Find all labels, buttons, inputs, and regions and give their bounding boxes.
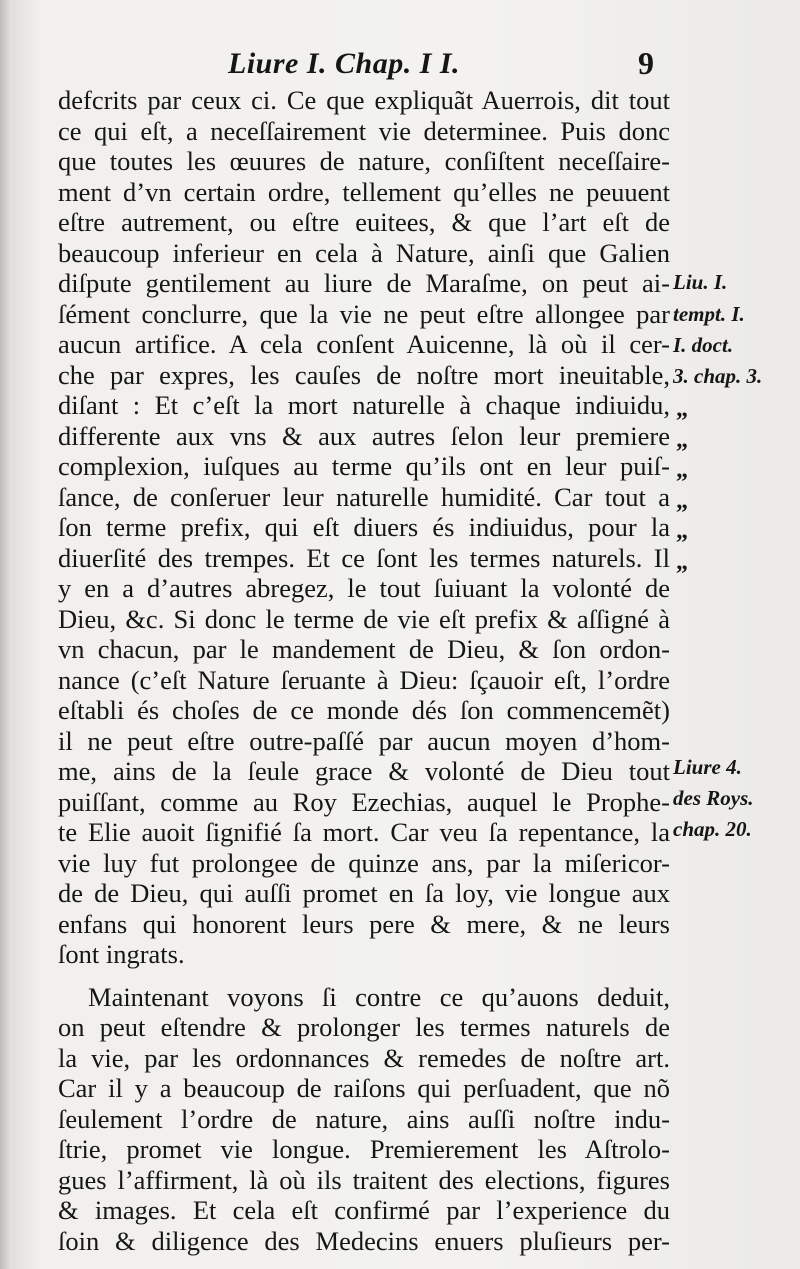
- quotation-mark: „: [676, 488, 688, 514]
- text-line: la vie, par les ordonnances & remedes de noſtre art.: [58, 1042, 670, 1073]
- text-line: eſtre autrement, ou eſtre euitees, & que l’art eſt de: [58, 207, 670, 237]
- text-line: ce qui eſt, a neceſſairement vie determinee. Puis donc: [58, 115, 670, 146]
- text-line: on peut eſtendre & prolonger les termes naturels de: [58, 1012, 670, 1042]
- text-line: te Elie auoit ſignifié ſa mort. Car veu ſa repentance, la: [58, 817, 670, 847]
- text-line: nance (c’eſt Nature ſeruante à Dieu: ſçauoir eſt, l’ordre: [58, 664, 670, 695]
- text-line: que toutes les œuures de nature, conſiſtent neceſſaire-: [58, 146, 670, 176]
- margin-note-doct: I. doct.: [673, 333, 734, 357]
- page-number: 9: [638, 45, 654, 81]
- body-text: [58, 85, 670, 1256]
- text-line: y en a d’autres abregez, le tout ſuiuant la volonté de: [58, 573, 670, 603]
- text-line: ment d’vn certain ordre, tellement qu’elles ne peuuent: [58, 176, 670, 207]
- quotation-mark: „: [676, 457, 688, 483]
- text-line: ſtrie, promet vie longue. Premierement les Aſtrolo-: [58, 1134, 670, 1164]
- text-line: il ne peut eſtre outre-paſſé par aucun moyen d’hom-: [58, 725, 670, 756]
- margin-notes: [673, 0, 798, 1269]
- margin-note-liure-4: Liure 4.: [673, 755, 742, 779]
- text-line: Maintenant voyons ſi contre ce qu’auons deduit,: [88, 981, 670, 1012]
- text-line: diuerſité des trempes. Et ce ſont les termes naturels. Il: [58, 542, 670, 573]
- text-line: vie luy fut prolongee de quinze ans, par la miſericor-: [58, 847, 670, 878]
- text-line: differente aux vns & aux autres ſelon leur premiere: [58, 420, 670, 451]
- text-line: de de Dieu, qui auſſi promet en ſa loy, vie longue aux: [58, 878, 670, 908]
- text-line: Dieu, &c. Si donc le terme de vie eſt prefix & aſſigné à: [58, 603, 670, 634]
- text-line: gues l’affirment, là où ils traitent des elections, figures: [58, 1164, 670, 1195]
- paragraph-2: [58, 982, 670, 1257]
- text-line: & images. Et cela eſt confirmé par l’experience du: [58, 1195, 670, 1225]
- margin-note-des-roys: des Roys.: [673, 786, 754, 810]
- page-gutter-shadow: [0, 0, 12, 1269]
- margin-note-tempt: tempt. I.: [673, 302, 745, 326]
- quotation-mark: „: [676, 427, 688, 453]
- margin-note-liu: Liu. I.: [673, 270, 728, 294]
- text-line: eſtabli és choſes de ce monde dés ſon commencemẽt): [58, 695, 670, 725]
- text-line: ſon terme prefix, qui eſt diuers és indiuidus, pour la: [58, 512, 670, 542]
- text-line: complexion, iuſques au terme qu’ils ont en leur puiſ-: [58, 451, 670, 481]
- text-line: puiſſant, comme au Roy Ezechias, auquel le Prophe-: [58, 786, 670, 817]
- margin-note-chap-20: chap. 20.: [673, 817, 752, 841]
- quotation-mark: „: [676, 518, 688, 544]
- text-line: ſoin & diligence des Medecins enuers pluſieurs per-: [58, 1225, 670, 1256]
- text-line: enfans qui honorent leurs pere & mere, & ne leurs: [58, 908, 670, 939]
- running-title: Liure I. Chap. I I.: [228, 47, 461, 80]
- text-line: defcrits par ceux ci. Ce que expliquãt Auerrois, dit tout: [58, 85, 670, 115]
- text-line: diſant : Et c’eſt la mort naturelle à chaque indiuidu,: [58, 390, 670, 420]
- text-line: Car il y a beaucoup de raiſons qui perſuadent, que nõ: [58, 1073, 670, 1103]
- paragraph-gap: [58, 970, 670, 982]
- text-line: ſance, de conſeruer leur naturelle humidité. Car tout a: [58, 481, 670, 512]
- text-line: ſément conclurre, que la vie ne peut eſtre allongee par: [58, 298, 670, 329]
- margin-note-chap: 3. chap. 3.: [673, 364, 763, 388]
- text-line: vn chacun, par le mandement de Dieu, & ſon ordon-: [58, 634, 670, 664]
- text-line: beaucoup inferieur en cela à Nature, ainſi que Galien: [58, 237, 670, 268]
- text-line: diſpute gentilement au liure de Maraſme, on peut ai-: [58, 268, 670, 298]
- text-line: me, ains de la ſeule grace & volonté de Dieu tout: [58, 756, 670, 786]
- quotation-mark: „: [676, 549, 688, 575]
- paragraph-1: [58, 85, 670, 970]
- text-line: che par expres, les cauſes de noſtre mort ineuitable,: [58, 359, 670, 390]
- text-line: ſont ingrats.: [58, 939, 185, 969]
- text-line: aucun artifice. A cela conſent Auicenne, là où il cer-: [58, 329, 670, 359]
- text-line: ſeulement l’ordre de nature, ains auſſi noſtre indu-: [58, 1103, 670, 1134]
- quotation-mark: „: [676, 396, 688, 422]
